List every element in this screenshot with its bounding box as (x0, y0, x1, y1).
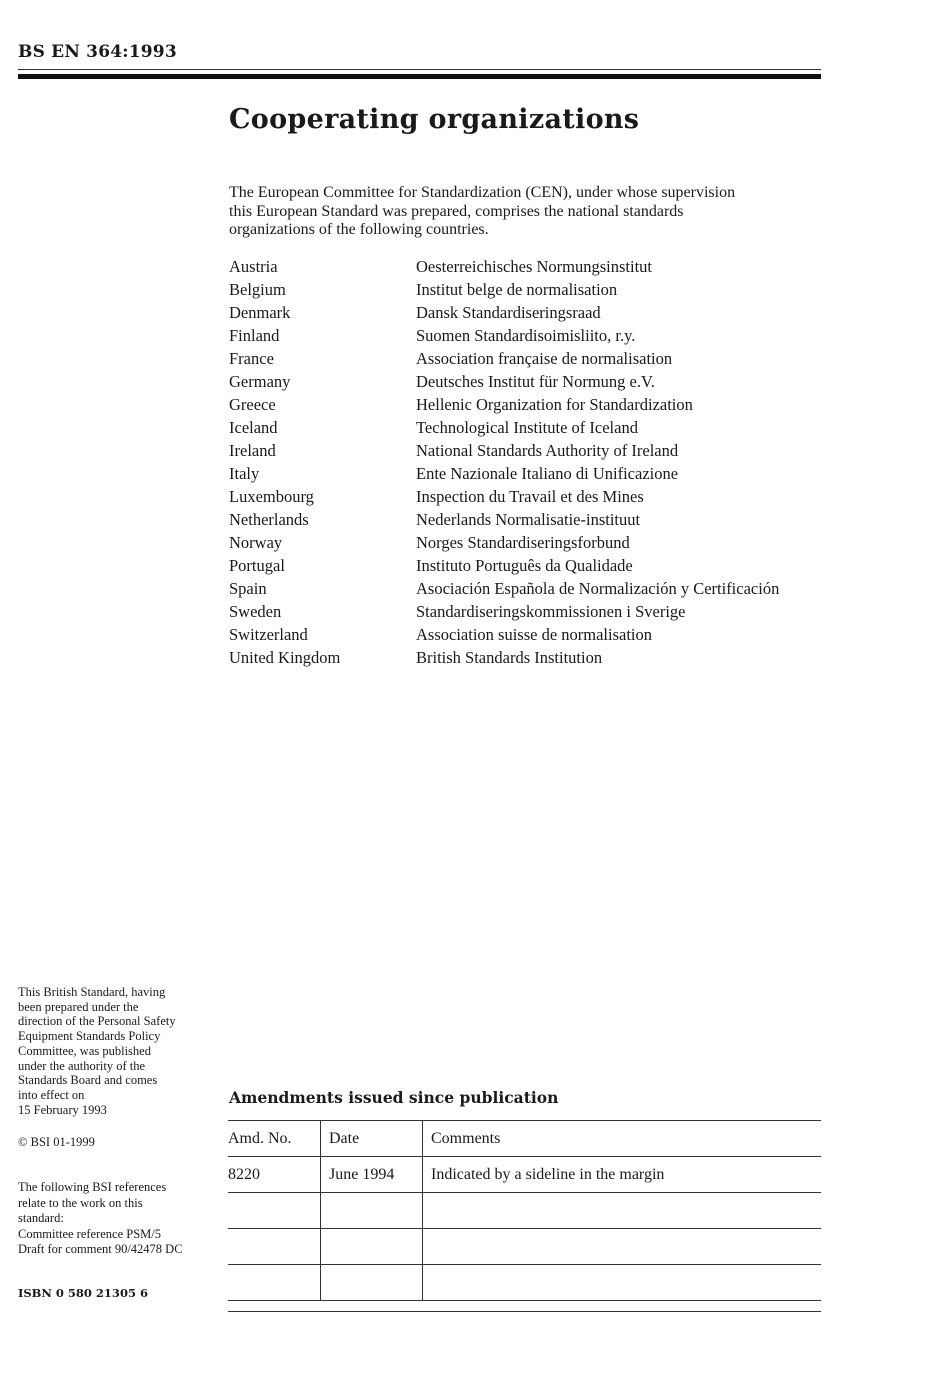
organization-row (229, 395, 779, 418)
organization-row (229, 372, 779, 395)
country-name: Sweden (229, 602, 282, 621)
organization-name: Ente Nazionale Italiano di Unificazione (416, 464, 679, 483)
organization-row (229, 303, 779, 326)
country-name: United Kingdom (229, 648, 341, 667)
organization-row (229, 487, 779, 510)
reference-line: Committee reference PSM/5 (18, 1226, 162, 1241)
bsi-references (18, 1180, 218, 1258)
country-name: Greece (229, 395, 276, 414)
country-name: France (229, 349, 274, 368)
amendments-heading: Amendments issued since publication (229, 1088, 559, 1107)
organization-row (229, 326, 779, 349)
organization-row (229, 602, 779, 625)
note-line: Standards Board and comes (18, 1073, 158, 1088)
table-cell (321, 1229, 423, 1265)
organization-row (229, 510, 779, 533)
column-header: Amd. No. (228, 1121, 321, 1157)
country-name: Denmark (229, 303, 291, 322)
organization-row (229, 280, 779, 303)
organization-name: Oesterreichisches Normungsinstitut (416, 257, 652, 276)
column-header: Date (321, 1121, 423, 1157)
copyright-notice: © BSI 01-1999 (18, 1135, 95, 1149)
country-name: Luxembourg (229, 487, 314, 506)
country-name: Spain (229, 579, 267, 598)
table-row (228, 1193, 821, 1229)
table-row (228, 1157, 821, 1193)
intro-line: The European Committee for Standardization (CEN), under whose supervision (229, 184, 736, 201)
table-cell: June 1994 (321, 1157, 423, 1193)
organization-name: Technological Institute of Iceland (416, 418, 638, 437)
reference-line: Draft for comment 90/42478 DC (18, 1242, 183, 1256)
organization-name: Suomen Standardisoimisliito, r.y. (416, 326, 636, 345)
organization-name: Institut belge de normalisation (416, 280, 618, 299)
organization-name: Deutsches Institut für Normung e.V. (416, 372, 655, 391)
organization-row (229, 556, 779, 579)
organization-name: Dansk Standardiseringsraad (416, 303, 601, 322)
country-name: Ireland (229, 441, 276, 460)
header-rule-thin (18, 69, 821, 70)
country-name: Portugal (229, 556, 285, 575)
note-line: direction of the Personal Safety (18, 1014, 176, 1029)
note-line: 15 February 1993 (18, 1102, 107, 1117)
note-line: Equipment Standards Policy (18, 1029, 161, 1044)
header-rule-thick (18, 74, 821, 79)
table-cell (423, 1229, 822, 1265)
note-line: Committee, was published (18, 1043, 151, 1058)
organization-row (229, 418, 779, 441)
organization-name: National Standards Authority of Ireland (416, 441, 679, 460)
table-row (228, 1265, 821, 1301)
organization-name: Instituto Português da Qualidade (416, 556, 633, 575)
organization-name: Norges Standardiseringsforbund (416, 533, 630, 552)
intro-paragraph (229, 184, 829, 240)
organization-row (229, 648, 779, 671)
intro-line: organizations of the following countries. (229, 221, 489, 239)
organization-list (229, 257, 779, 671)
country-name: Italy (229, 464, 260, 483)
table-row (228, 1229, 821, 1265)
organization-name: Hellenic Organization for Standardization (416, 395, 693, 414)
country-name: Switzerland (229, 625, 308, 644)
organization-row (229, 464, 779, 487)
publication-note (18, 985, 218, 1117)
table-header-row (228, 1121, 821, 1157)
table-cell: Indicated by a sideline in the margin (423, 1157, 822, 1193)
organization-name: Nederlands Normalisatie-instituut (416, 510, 641, 529)
table-cell (228, 1229, 321, 1265)
table-cell (423, 1193, 822, 1229)
bottom-rule (228, 1311, 821, 1312)
note-line: under the authority of the (18, 1058, 146, 1073)
organization-row (229, 349, 779, 372)
intro-line: this European Standard was prepared, comprises the national standards (229, 202, 684, 220)
country-name: Iceland (229, 418, 278, 437)
organization-row (229, 257, 779, 280)
country-name: Austria (229, 257, 278, 276)
organization-row (229, 625, 779, 648)
organization-name: Standardiseringskommissionen i Sverige (416, 602, 686, 621)
organization-name: Asociación Española de Normalización y Certificación (416, 579, 780, 598)
organization-row (229, 533, 779, 556)
organization-name: Association suisse de normalisation (416, 625, 653, 644)
organization-name: Inspection du Travail et des Mines (416, 487, 644, 506)
document-code: BS EN 364:1993 (18, 42, 177, 62)
organization-name: British Standards Institution (416, 648, 603, 667)
country-name: Finland (229, 326, 280, 345)
table-cell (321, 1193, 423, 1229)
organization-row (229, 579, 779, 602)
table-cell (228, 1265, 321, 1301)
reference-line: standard: (18, 1211, 64, 1225)
country-name: Netherlands (229, 510, 309, 529)
table-cell (321, 1265, 423, 1301)
country-name: Belgium (229, 280, 286, 299)
organization-row (229, 441, 779, 464)
column-header: Comments (423, 1121, 822, 1157)
note-line: been prepared under the (18, 999, 139, 1014)
amendments-table (228, 1120, 821, 1301)
page-title: Cooperating organizations (229, 104, 640, 135)
country-name: Germany (229, 372, 291, 391)
table-cell (423, 1265, 822, 1301)
note-line: into effect on (18, 1087, 85, 1102)
organization-name: Association française de normalisation (416, 349, 673, 368)
reference-line: The following BSI references (18, 1180, 167, 1194)
isbn: ISBN 0 580 21305 6 (18, 1286, 148, 1300)
note-line: This British Standard, having (18, 985, 166, 999)
table-cell (228, 1193, 321, 1229)
reference-line: relate to the work on this (18, 1195, 143, 1210)
table-cell: 8220 (228, 1157, 321, 1193)
country-name: Norway (229, 533, 283, 552)
